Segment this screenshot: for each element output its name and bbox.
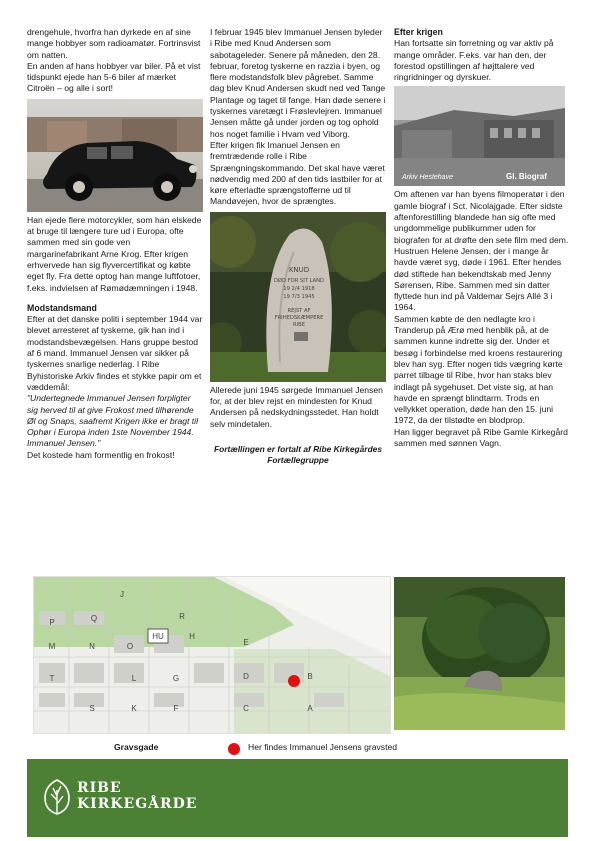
grave-marker [288, 675, 300, 687]
paragraph: drengehule, hvorfra han dyrkede en af sine mange hobbyer som radioamatør. Fortrinsvist om natten. [27, 27, 201, 60]
map-label: A [307, 704, 313, 713]
quote: "Undertegnede Immanuel Jensen forpligter sig herved til at give Frokost med tilhørende Øl og Snaps, saafremt Krigen ikke er bragt til Ophør i Europa inden 1ste November 1944. Immanuel Jensen." [27, 393, 198, 449]
legend-right-label: Her findes Immanuel Jensens gravsted [248, 742, 398, 752]
old-cinema-photo [394, 86, 565, 186]
paragraph: Efter at det danske politi i september 1944 var blevet arresteret af tyskerne, gik han ind i modstandsbevægelsen. Hans gruppe bestod af 6 mand. Immanuel Jensen var sikker på tyskernes snarlige nederlag. I Ribe Byhistoriske Arkiv findes et stykke papir om et væddemål: [27, 314, 203, 392]
cemetery-map-image [34, 577, 391, 734]
paragraph: Hustruen Helene Jensen, der i mange år havde været syg, døde i 1961. Efter hendes død stiftede han bekendtskab med Jenny Sørensen, Ribe. Sammen med sin datter flyttede hun ind på Valdemar Sejrs Allé 3 i 1964. [394, 245, 562, 313]
photo-credit-left: Arkiv Hestehave [402, 174, 453, 182]
map-label: G [172, 674, 180, 683]
citroen-car-image [27, 99, 203, 212]
paragraph: Han ejede flere motorcykler, som han elskede at bruge til længere ture ud i Europa, ofte sammen med sin gode ven margarinefabrikant Arne Krog. Efter krigen erhvervede han sig flyvercertifikat og købte eget fly. Fra dette optog han mange luftfotoer, f.eks. indvielsen af Rømødæmningen i 1948. [27, 214, 202, 293]
legend-marker [228, 743, 240, 755]
map-label: R [179, 612, 185, 621]
map-label: J [120, 590, 124, 599]
paragraph: Han fortsatte sin forretning og var aktiv på mange områder. F.eks. var han den, der forestod opstillingen af højttalere ved ringridninger og dyrskuer. [394, 38, 554, 83]
map-label: B [307, 672, 313, 681]
map-label: S [89, 704, 95, 713]
map-label: C [243, 704, 249, 713]
column-3 [394, 27, 570, 449]
map-label: O [126, 642, 134, 651]
photo-credit-right: Gl. Biograf [506, 172, 547, 182]
map-label: L [131, 674, 137, 683]
column-2 [210, 27, 386, 466]
footer-logo-text [77, 780, 197, 812]
map-label: E [243, 638, 249, 647]
stone-line: 19 7/3 1945 [283, 293, 315, 300]
paragraph: Efter krigen fik Imanuel Jensen en fremtrædende rolle i Ribe Sprængningskommando. Det skal have været nødvendig med 200 af den tids lastbiler for at køre efterladte sprængstofferne ud til Mandøvejen, hvor de sprængtes. [210, 139, 385, 207]
stone-line: RIBE [293, 321, 305, 328]
map-label: M [48, 642, 56, 651]
paragraph: Det kostede ham formentlig en frokost! [27, 449, 175, 460]
stone-line: DØD FOR SIT LAND [273, 277, 325, 284]
map-label: K [131, 704, 137, 713]
cemetery-map [33, 576, 391, 734]
column-1 [27, 27, 203, 461]
logo-line-1: RIBE [77, 780, 122, 796]
stone-line: KNUD [288, 265, 310, 274]
tree-logo-icon [41, 776, 73, 818]
citroen-car-photo [27, 99, 203, 212]
paragraph: Han ligger begravet på Ribe Gamle Kirkegård sammen med sønnen Vagn. [394, 426, 568, 449]
paragraph: Allerede juni 1945 sørgede Immanuel Jensen for, at der blev rejst en mindesten for Knud Andersen på nedskydningsstedet. Han holdt selv mindetalen. [210, 384, 383, 429]
memorial-stone-image [210, 212, 386, 382]
paragraph: Sammen købte de den nedlagte kro i Tranderup på Ærø med henblik på, at de sammen kunne indrette sig der. Under et besøg i forbindelse med kroens restaurering blev han syg. Efter nogen tids vægring kørte parret tilbage til Ribe, hvor han staks blev indlagt på sygehuset. Det viste sig, at han havde en sprængt blindtarm. Trods en vellykket operation, døde han den 15. juni 1972, da der tilstødte en blodprop. [394, 313, 563, 426]
heading-modstandsmand: Modstandsmand [27, 302, 97, 313]
stone-line: REJST AF [287, 307, 311, 314]
map-label: P [49, 618, 55, 627]
footer-banner [27, 759, 568, 837]
map-label: D [243, 672, 249, 681]
grave-site-photo [394, 577, 565, 730]
old-cinema-image [394, 86, 565, 186]
stone-line: 19 2/4 1918 [283, 285, 315, 292]
map-label: H [189, 632, 195, 641]
map-label: T [49, 674, 55, 683]
map-label: F [173, 704, 179, 713]
grave-site-image [394, 577, 565, 730]
memorial-stone-photo [210, 212, 386, 382]
map-label: N [89, 642, 95, 651]
paragraph: I februar 1945 blev Immanuel Jensen byleder i Ribe med Knud Andersen som sabotageleder. Senere på måneden, den 28. februar, foretog tyskerne en razzia i byen, og flere modstandsfolk blev pågrebet. Samme dag blev Knud Andersen skudt ned ved Tange Plantage og taget til fange. Han døde senere i tyskernes varetægt i Frøslevlejren. Immanuel Jensen måtte gå under jorden og tog ophold hos noget familie i Hvam ved Viborg. [210, 27, 386, 139]
legend-left-label: Gravsgade [114, 742, 159, 752]
credit-caption: Fortællingen er fortalt af Ribe Kirkegårdes Fortællegruppe [214, 443, 382, 465]
stone-line: FRIHEDSKÆMPERE [274, 314, 324, 321]
heading-efter-krigen: Efter krigen [394, 27, 443, 37]
map-label: Q [90, 614, 98, 623]
logo-line-2: KIRKEGÅRDE [77, 796, 198, 812]
paragraph: Om aftenen var han byens filmoperatør i den gamle biograf i Sct. Nicolajgade. Efter sidste aftenforestilling blandede han sig ofte med ungdommelige publikummer uden for biografen for at drøfte den sete film med dem. [394, 189, 569, 245]
paragraph: En anden af hans hobbyer var biler. På et vist tidspunkt ejede han 5-6 biler af mærket Citroën – og alle i sort! [27, 60, 201, 94]
map-label: HU [152, 632, 164, 641]
